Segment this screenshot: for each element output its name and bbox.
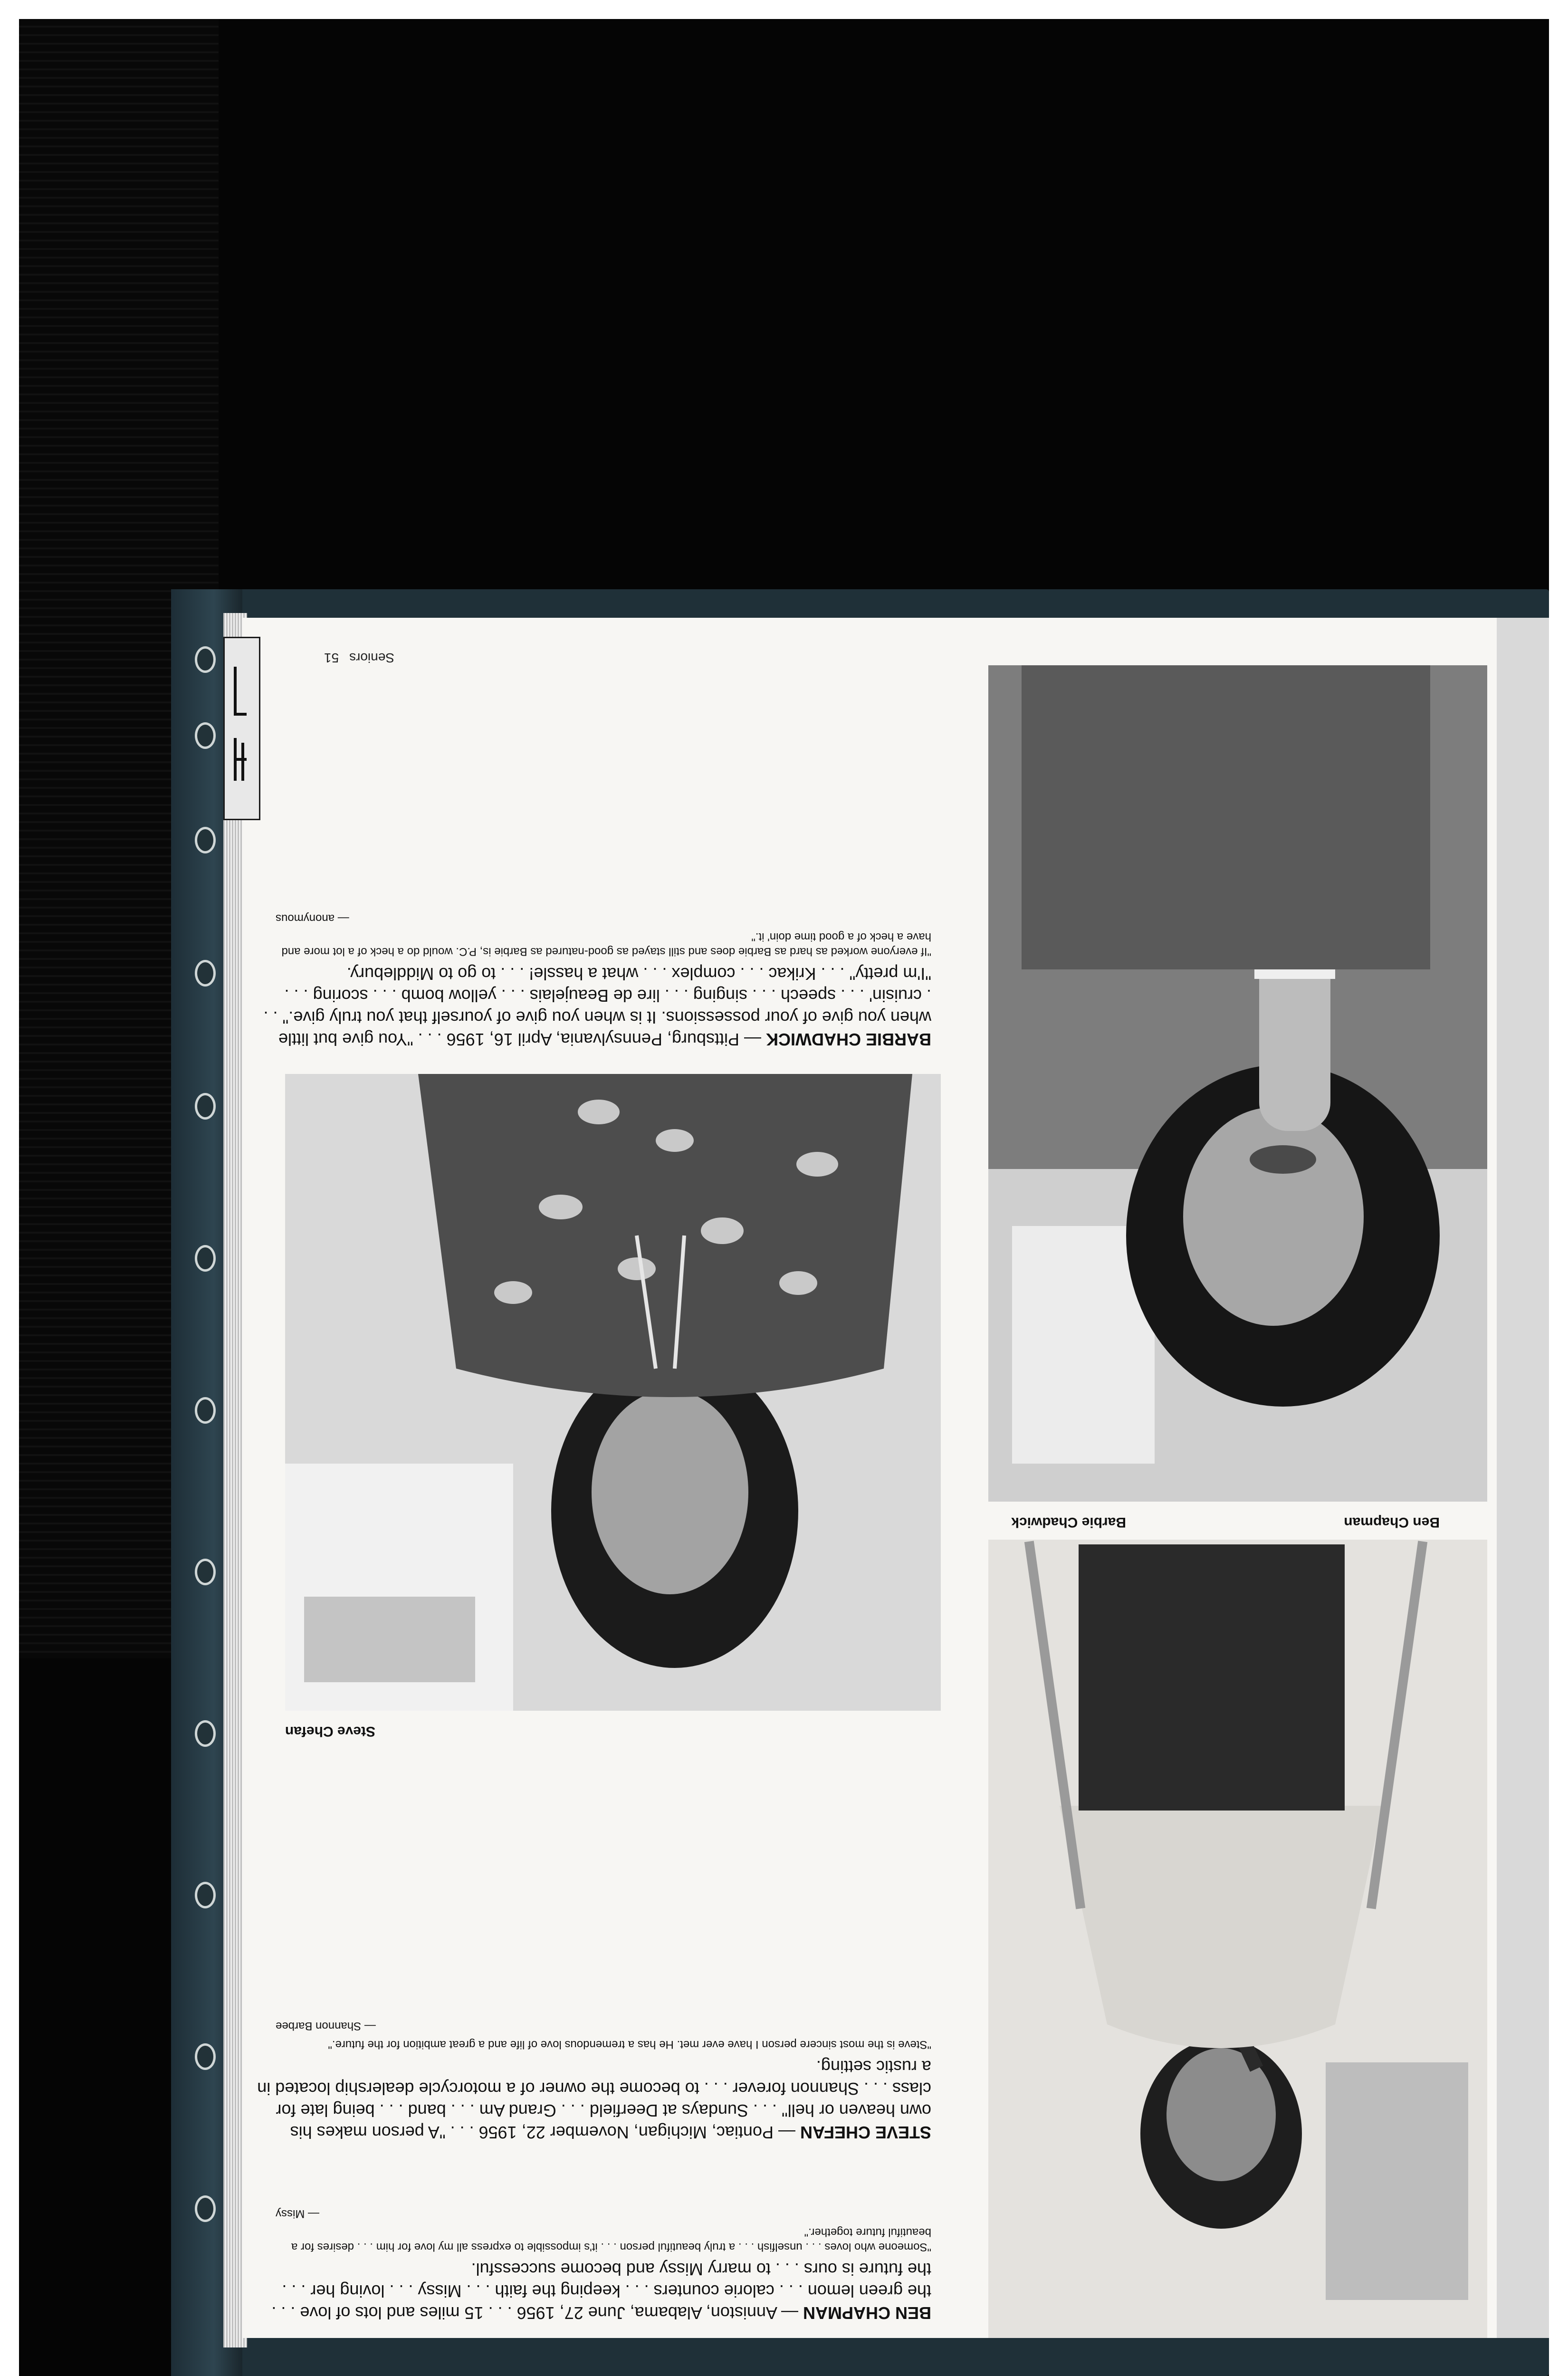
page-folio xyxy=(324,650,394,665)
bio-steve-chefan xyxy=(257,2019,931,2143)
binder-hole xyxy=(195,722,216,749)
bio-signature: — anonymous xyxy=(276,912,349,925)
binder-hole xyxy=(195,960,216,987)
bio-text: — Pittsburg, Pennsylvania, April 16, 1956 . . . "You give but little when you give of your possessions. It is when you give of yourself that you truly give." . . . cruisin' . . . speech . . . singing . . . lire de Beaujelais . . . yellow bomb . . . scoring . . . "I'm pretty" . . . Krikac . . . complex . . . what a hassle! . . . to go to Middlebury. xyxy=(263,964,931,1049)
page-number: 51 xyxy=(324,651,339,665)
bio-text: — Anniston, Alabama, June 27, 1956 . . . 15 miles and lots of love . . . the green lemon . . . calorie counters . . . keeping the faith . . . Missy . . . loving her . . . the future is ours . . . to marry Missy and become successful. xyxy=(271,2260,931,2323)
photo-steve-chefan xyxy=(285,1074,941,1711)
photo-barbie-chadwick xyxy=(988,665,1487,1502)
photo-ben-chapman xyxy=(988,1540,1487,2338)
binder-hole xyxy=(195,646,216,673)
bio-quote: "Steve is the most sincere person I have ever met. He has a tremendous love of life and a great ambition for the future." xyxy=(328,2038,931,2051)
binder-hole xyxy=(195,1882,216,1908)
bio-ben-chapman xyxy=(257,2206,931,2324)
binder-hole xyxy=(195,2043,216,2070)
caption-barbie-chadwick: Barbie Chadwick xyxy=(1011,1514,1126,1530)
binder-hole xyxy=(195,827,216,853)
page-content-rotated xyxy=(242,618,1497,2338)
bio-name: STEVE CHEFAN xyxy=(800,2123,931,2142)
bio-signature: — Missy xyxy=(276,2207,319,2220)
bio-quote: "Someone who loves . . . unselfish . . . a truly beautiful person . . . it's impossible to express all my love for him . . . desires for a beautiful future together." xyxy=(291,2226,931,2253)
bio-quote: "If everyone worked as hard as Barbie does and still stayed as good-natured as Barbie is, P.C. would do a heck of a lot more and have a heck of a good time doin' it." xyxy=(281,930,931,958)
binder-hole xyxy=(195,1559,216,1585)
binder-hole xyxy=(195,1245,216,1272)
bio-barbie-chadwick xyxy=(257,911,931,1050)
binder-hole xyxy=(195,1720,216,1747)
caption-ben-chapman: Ben Chapman xyxy=(1344,1514,1440,1530)
bio-text: — Pontiac, Michigan, November 22, 1956 . . . "A person makes his own heaven or hell" . . . Sundays at Deerfield . . . Grand Am . . . band . . . being late for class . . . Shannon forever . . . to become the owner of a motorcycle dealership located in a rustic setting. xyxy=(257,2057,931,2142)
binder-hole xyxy=(195,1093,216,1120)
binder-hole xyxy=(195,2195,216,2222)
binder-holes xyxy=(185,627,228,2314)
bio-name: BARBIE CHADWICK xyxy=(766,1030,931,1049)
bio-signature: — Shannon Barbee xyxy=(276,2020,376,2032)
binder-hole xyxy=(195,1397,216,1424)
facing-page-edge xyxy=(1497,618,1549,2338)
caption-steve-chefan: Steve Chefan xyxy=(285,1724,375,1739)
bio-name: BEN CHAPMAN xyxy=(803,2303,931,2323)
section-name: Seniors xyxy=(349,651,394,665)
